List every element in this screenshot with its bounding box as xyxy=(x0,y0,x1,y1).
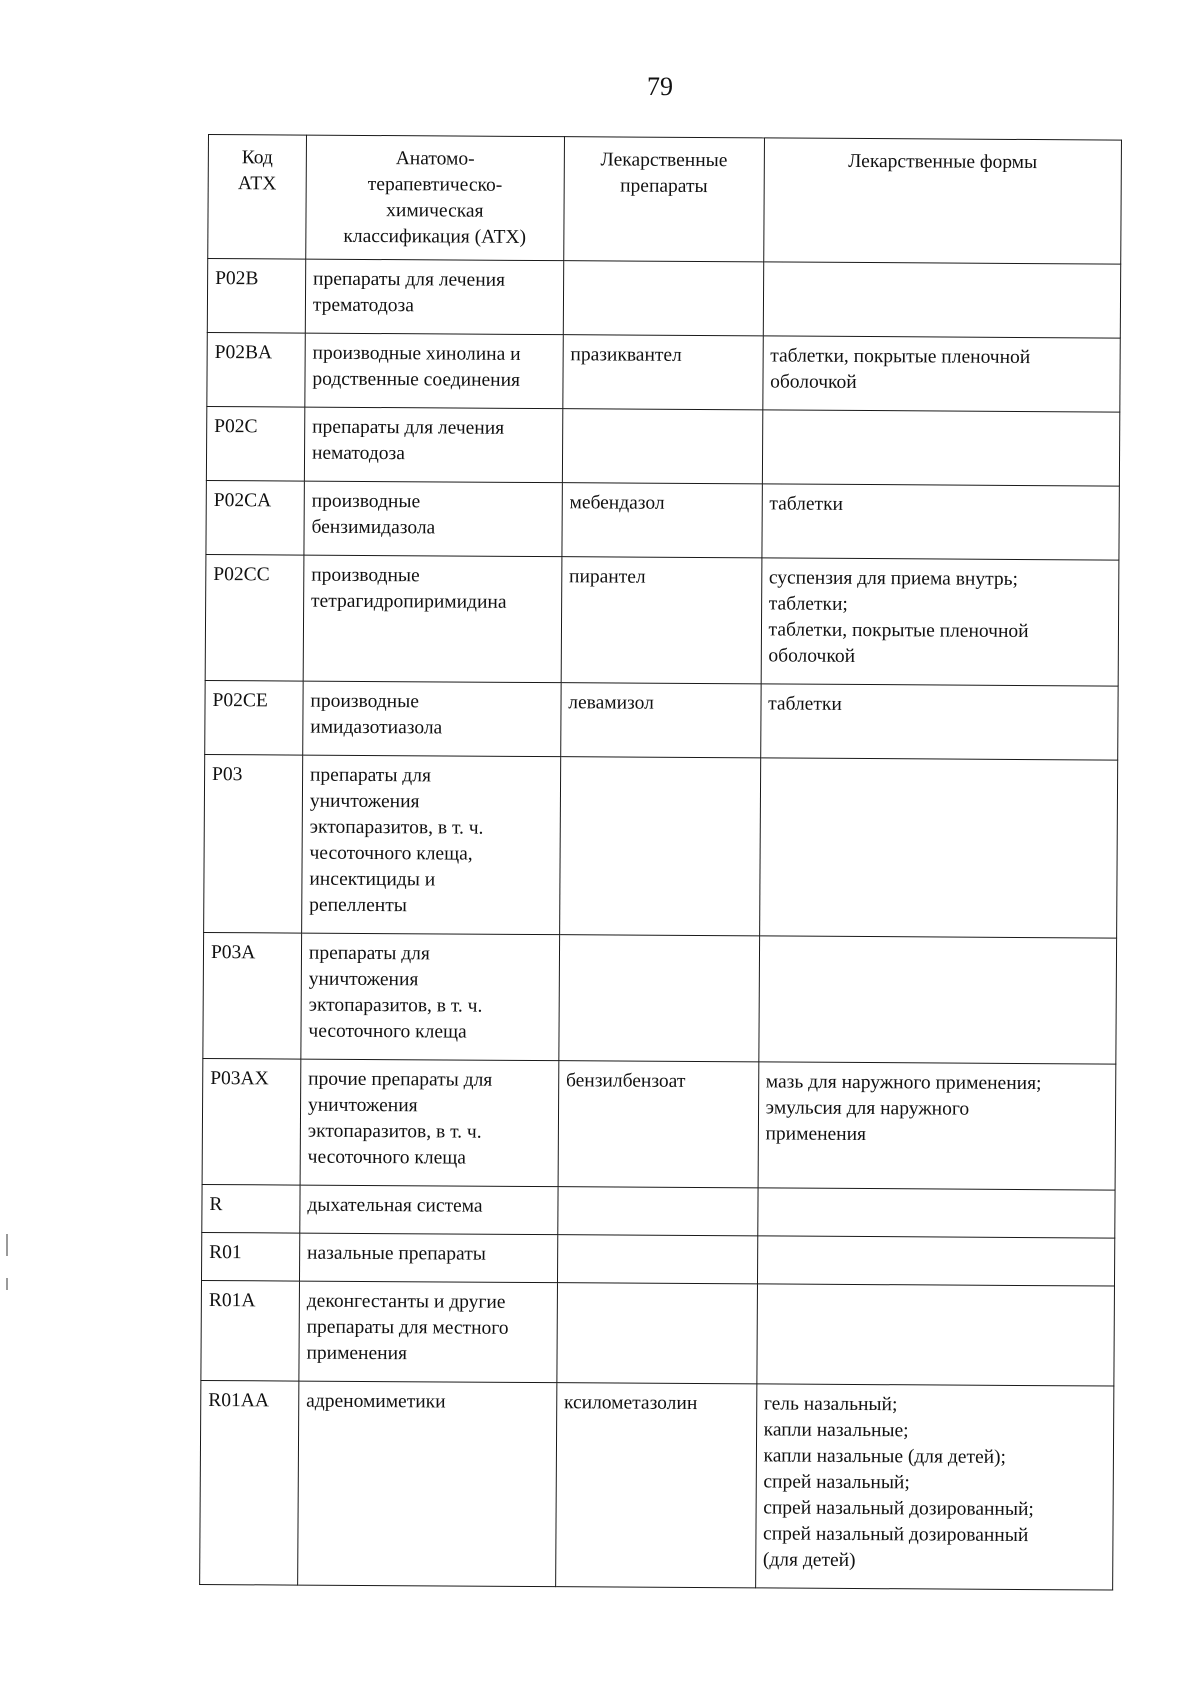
scan-artifact-mark xyxy=(6,1234,8,1256)
atx-classification-cell-text: производные бензимидазола xyxy=(311,490,436,539)
table-row xyxy=(207,332,1120,412)
dosage-forms-cell-text: суспензия для приема внутрь; таблетки; таблетки, покрытые пленочной оболочкой xyxy=(768,567,1029,667)
atx-code-cell xyxy=(206,480,304,555)
drug-cell xyxy=(557,1283,757,1384)
atx-classification-cell xyxy=(302,755,561,935)
page-number: 79 xyxy=(647,72,673,101)
atx-classification-cell xyxy=(303,681,561,757)
atx-code-cell-text: P02B xyxy=(215,268,259,290)
drug-cell xyxy=(563,261,763,336)
atx-classification-cell xyxy=(305,333,563,409)
drug-cell xyxy=(560,683,760,758)
atx-code-cell-text: P03 xyxy=(212,764,243,786)
drug-cell-text: левамизол xyxy=(568,692,654,714)
drug-cell xyxy=(562,409,762,484)
dosage-forms-cell xyxy=(761,558,1119,686)
atx-code-cell-text: R xyxy=(209,1194,223,1216)
atx-code-cell xyxy=(200,1380,299,1585)
header-atx-classification xyxy=(306,135,565,261)
dosage-forms-cell-text: таблетки xyxy=(768,693,842,715)
atx-code-cell-text: R01 xyxy=(209,1242,242,1264)
table-row xyxy=(203,932,1117,1064)
atx-classification-cell-text: деконгестанты и другие препараты для местного применения xyxy=(306,1290,509,1365)
dosage-forms-cell-text: таблетки xyxy=(769,493,844,515)
drug-cell-text: празиквантел xyxy=(570,344,682,366)
dosage-forms-cell xyxy=(756,1284,1114,1386)
atx-classification-cell xyxy=(304,481,562,557)
atx-classification-cell-text: производные хинолина и родственные соединения xyxy=(312,342,521,391)
drug-cell xyxy=(557,1235,757,1284)
drug-cell xyxy=(562,483,762,558)
drug-cell-text: мебендазол xyxy=(569,492,665,514)
header-dosage-forms-text: Лекарственные формы xyxy=(848,150,1038,174)
drug-cell-text: ксилометазолин xyxy=(563,1392,698,1415)
atx-code-cell-text: P03AX xyxy=(210,1068,269,1090)
table-row xyxy=(206,406,1119,486)
atx-classification-cell xyxy=(303,555,562,683)
drug-cell-text: пирантел xyxy=(569,566,646,588)
atx-code-cell xyxy=(206,406,304,481)
atx-classification-cell-text: препараты для уничтожения эктопаразитов, в т. ч. чесоточного клеща, инсектициды и репелленты xyxy=(309,764,484,917)
table-row xyxy=(200,1380,1114,1590)
table-row xyxy=(205,554,1119,686)
atx-code-cell xyxy=(202,1184,300,1233)
header-drugs xyxy=(563,137,764,262)
atx-code-cell xyxy=(201,1280,300,1381)
atx-classification-cell xyxy=(305,259,563,335)
atx-code-cell xyxy=(202,1058,301,1185)
table-row xyxy=(204,754,1118,938)
drug-cell xyxy=(555,1383,756,1588)
dosage-forms-cell xyxy=(757,1236,1115,1286)
dosage-forms-cell xyxy=(762,410,1120,486)
drug-cell xyxy=(558,1061,759,1188)
atx-classification-cell-text: прочие препараты для уничтожения эктопаразитов, в т. ч. чесоточного клеща xyxy=(307,1068,493,1169)
atx-classification-cell xyxy=(299,1233,557,1283)
atx-code-cell-text: P02C xyxy=(214,416,258,438)
table-row xyxy=(205,680,1118,760)
atx-classification-cell-text: препараты для лечения нематодоза xyxy=(311,416,505,465)
atx-code-cell-text: P02CC xyxy=(213,564,270,586)
drug-cell xyxy=(559,757,760,936)
atx-code-cell-text: R01A xyxy=(208,1290,256,1312)
atx-classification-cell xyxy=(298,1381,557,1587)
dosage-forms-cell xyxy=(757,1188,1115,1238)
atx-classification-cell xyxy=(299,1281,557,1383)
dosage-forms-cell-text: таблетки, покрытые пленочной оболочкой xyxy=(770,345,1031,393)
atx-classification-cell xyxy=(300,1185,558,1235)
drug-cell xyxy=(561,557,762,684)
atx-code-cell xyxy=(205,554,304,681)
drug-cell-text: бензилбензоат xyxy=(565,1070,686,1092)
scan-artifact-mark xyxy=(6,1278,8,1290)
table-row xyxy=(207,259,1120,339)
atx-code-cell xyxy=(201,1232,299,1281)
drug-cell xyxy=(559,935,760,1062)
dosage-forms-cell xyxy=(763,262,1121,338)
atx-classification-cell xyxy=(301,933,560,1061)
atx-code-cell-text: R01AA xyxy=(208,1390,269,1412)
table-row xyxy=(202,1184,1115,1238)
table-row xyxy=(206,480,1119,560)
atx-code-cell xyxy=(207,259,305,334)
atx-classification-cell xyxy=(300,1059,559,1187)
header-drugs-text: Лекарственные препараты xyxy=(600,149,728,198)
table-header-row xyxy=(208,135,1122,265)
dosage-forms-cell xyxy=(760,684,1118,760)
header-dosage-forms xyxy=(763,138,1121,264)
atx-code-cell-text: P03A xyxy=(210,942,256,964)
atx-table xyxy=(199,134,1122,1591)
atx-classification-cell-text: дыхательная система xyxy=(307,1194,483,1217)
atx-classification-cell-text: адреномиметики xyxy=(306,1390,446,1413)
header-atx-code xyxy=(208,135,307,260)
drug-cell xyxy=(558,1187,758,1236)
dosage-forms-cell xyxy=(758,936,1116,1064)
atx-classification-cell-text: производные тетрагидропиримидина xyxy=(311,564,507,613)
atx-classification-cell-text: назальные препараты xyxy=(307,1242,486,1265)
atx-classification-cell-text: производные имидазотиазола xyxy=(310,690,443,739)
header-atx-code-text: Код АТХ xyxy=(237,147,277,195)
dosage-forms-cell-text: мазь для наружного применения; эмульсия для наружного применения xyxy=(765,1071,1042,1146)
atx-classification-cell xyxy=(304,407,562,483)
atx-code-cell-text: P02CE xyxy=(212,690,268,712)
dosage-forms-cell xyxy=(762,336,1120,412)
table-row xyxy=(201,1280,1115,1386)
dosage-forms-cell xyxy=(758,1062,1116,1190)
atx-code-cell-text: P02CA xyxy=(213,490,272,512)
atx-code-cell xyxy=(205,680,303,755)
table-body xyxy=(200,259,1121,1591)
drug-cell xyxy=(563,335,763,410)
atx-classification-cell-text: препараты для уничтожения эктопаразитов, в т. ч. чесоточного клеща xyxy=(308,942,483,1043)
atx-code-cell-text: P02BA xyxy=(214,342,273,364)
dosage-forms-cell xyxy=(759,758,1117,938)
atx-code-cell xyxy=(207,332,305,407)
header-atx-classification-text: Анатомо- терапевтическо- химическая классификация (АТХ) xyxy=(343,148,527,248)
dosage-forms-cell-text: гель назальный; капли назальные; капли назальные (для детей); спрей назальный; спрей назальный дозированный; спрей назальный дозированный (для детей) xyxy=(762,1393,1034,1571)
atx-code-cell xyxy=(204,754,303,933)
dosage-forms-cell xyxy=(755,1384,1114,1590)
atx-code-cell xyxy=(203,932,302,1059)
atx-classification-cell-text: препараты для лечения трематодоза xyxy=(312,268,506,317)
dosage-forms-cell xyxy=(762,484,1120,560)
table-row xyxy=(202,1058,1116,1190)
table-row xyxy=(201,1232,1114,1286)
